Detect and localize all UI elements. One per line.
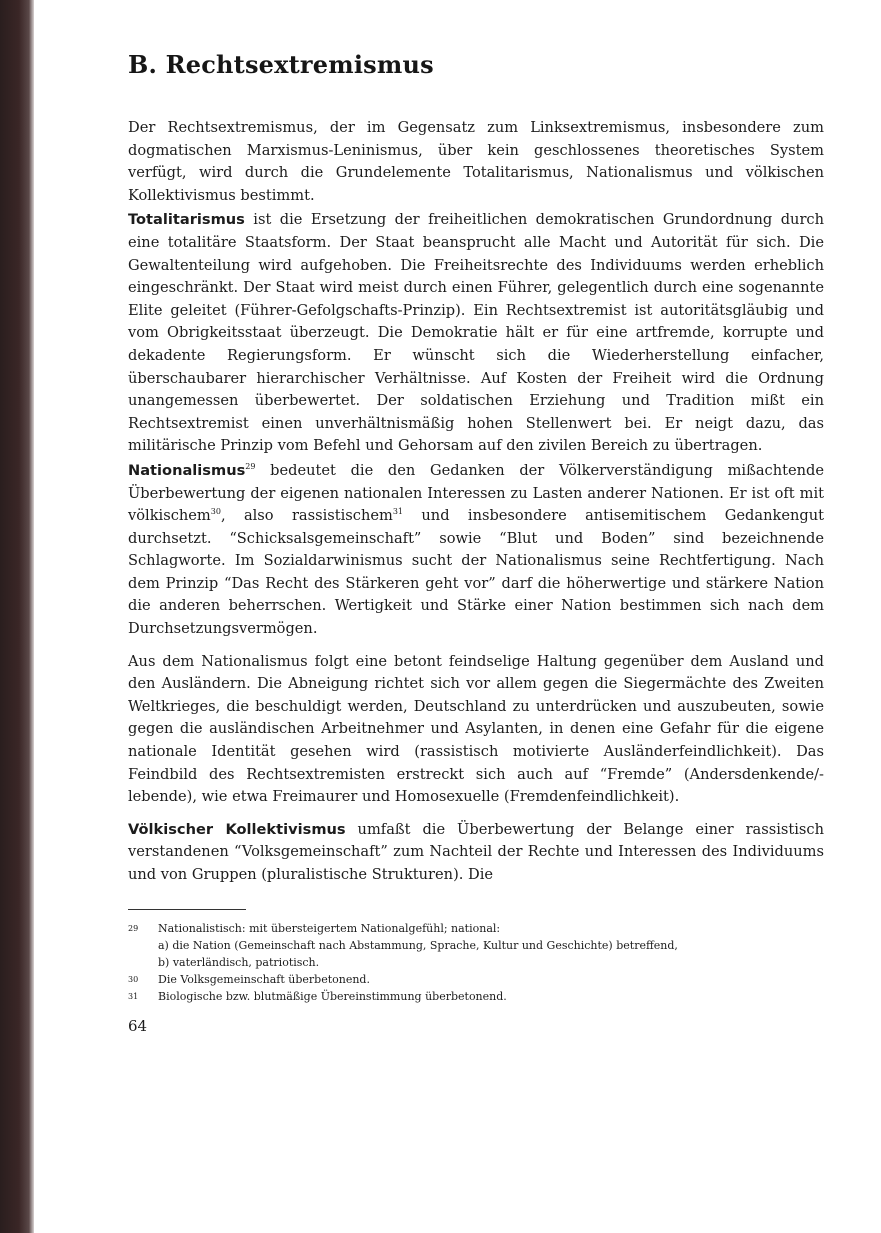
footnote-text: Nationalistisch: mit übersteigertem Nationalgefühl; national:: [158, 921, 501, 935]
footnote-ref: 29: [245, 462, 256, 472]
paragraph-totalitarismus: [128, 209, 824, 458]
paragraph-text: umfaßt die Überbewertung der Belange einer rassistisch verstandenen “Volksgemeinschaft” zum Nachteil der Rechte und Interessen des Individuums und von Gruppen (pluralistische Strukturen). Die: [128, 820, 824, 883]
term-nationalismus: Nationalismus: [128, 461, 246, 479]
paragraph-nationalismus: [128, 460, 824, 641]
page-content: [128, 50, 824, 1035]
footnote-number: 31: [128, 991, 139, 1001]
footnote-ref: 30: [210, 507, 221, 517]
page-number: 64: [128, 1016, 148, 1035]
footnote-number: 29: [128, 923, 139, 933]
paragraph-text: , also rassistischem: [220, 507, 393, 525]
section-heading: B. Rechtsextremismus: [128, 50, 434, 79]
footnote-text: Die Volksgemeinschaft überbetonend.: [158, 972, 370, 986]
footnote-text: Biologische bzw. blutmäßige Übereinstimmung überbetonend.: [158, 989, 507, 1003]
paragraph-intro: Der Rechtsextremismus, der im Gegensatz zum Linksextremismus, insbesondere zum dogmatischen Marxismus-Leninismus, über kein geschlossenes theoretisches System verfügt, wird durch die Grundelemente Totalitarismus, Nationalismus und völkischen Kollektivismus bestimmt.: [128, 119, 824, 204]
footnote-subitem-b: b) vaterländisch, patriotisch.: [158, 955, 320, 969]
footnote-divider: [128, 909, 246, 910]
term-kollektivismus: Völkischer Kollektivismus: [128, 820, 346, 838]
footnote-number: 30: [128, 974, 139, 984]
footnote-31: [128, 988, 824, 1005]
book-spine-shadow: [0, 0, 34, 1233]
footnote-ref: 31: [392, 507, 404, 517]
footnote-30: [128, 971, 824, 988]
term-totalitarismus: Totalitarismus: [128, 211, 245, 229]
footnote-29: [128, 920, 824, 971]
footnote-subitem-a: a) die Nation (Gemeinschaft nach Abstammung, Sprache, Kultur und Geschichte) betreffend,: [158, 938, 678, 952]
paragraph-auslandsfeindlichkeit: Aus dem Nationalismus folgt eine betont feindselige Haltung gegenüber dem Ausland und den Ausländern. Die Abneigung richtet sich vor allem gegen die Siegermächte des Zweiten Weltkrieges, die beschuldigt werden, Deutschland zu unterdrücken und auszubeuten, sowie gegen die ausländischen Arbeitnehmer und Asylanten, in denen eine Gefahr für die eigene nationale Identität gesehen wird (rassistisch motivierte Ausländerfeindlichkeit). Das Feindbild des Rechtsextremisten erstreckt sich auch auf “Fremde” (Andersdenkende/-lebende), wie etwa Freimaurer und Homosexuelle (Fremdenfeindlichkeit).: [128, 652, 824, 806]
paragraph-kollektivismus: [128, 819, 824, 887]
paragraph-text: ist die Ersetzung der freiheitlichen demokratischen Grundordnung durch eine totalitäre Staatsform. Der Staat beansprucht alle Macht und Autorität für sich. Die Gewaltenteilung wird aufgehoben. Die Freiheitsrechte des Individuums werden erheblich eingeschränkt. Der Staat wird meist durch einen Führer, gelegentlich durch eine sogenannte Elite geleitet (Führer-Gefolgschafts-Prinzip). Ein Rechtsextremist ist autoritätsgläubig und vom Obrigkeitsstaat überzeugt. Die Demokratie hält er für eine artfremde, korrupte und dekadente Regierungsform. Er wünscht sich die Wiederherstellung einfacher, überschaubarer hierarchischer Verhältnisse. Auf Kosten der Freiheit wird die Ordnung unangemessen überbewertet. Der soldatischen Erziehung und Tradition mißt ein Rechtsextremist einen unverhältnismäßig hohen Stellenwert bei. Er neigt dazu, das militärische Prinzip vom Befehl und Gehorsam auf den zivilen Bereich zu übertragen.: [128, 211, 824, 455]
paragraph-text: und insbesondere antisemitischem Gedankengut durchsetzt. “Schicksalsgemeinschaft” sowie “Blut und Boden” sind bezeichnende Schlagworte. Im Sozialdarwinismus sucht der Nationalismus seine Rechtfertigung. Nach dem Prinzip “Das Recht des Stärkeren geht vor” darf die höherwertige und stärkere Nation die anderen beherrschen. Wertigkeit und Stärke einer Nation bestimmen sich nach dem Durchsetzungsvermögen.: [128, 507, 824, 638]
paragraph-text: bedeutet die den Gedanken der Völkerverständigung mißachtende Überbewertung der eigenen nationalen Interessen zu Lasten anderer Nationen. Er ist oft mit völkischem: [128, 461, 824, 525]
